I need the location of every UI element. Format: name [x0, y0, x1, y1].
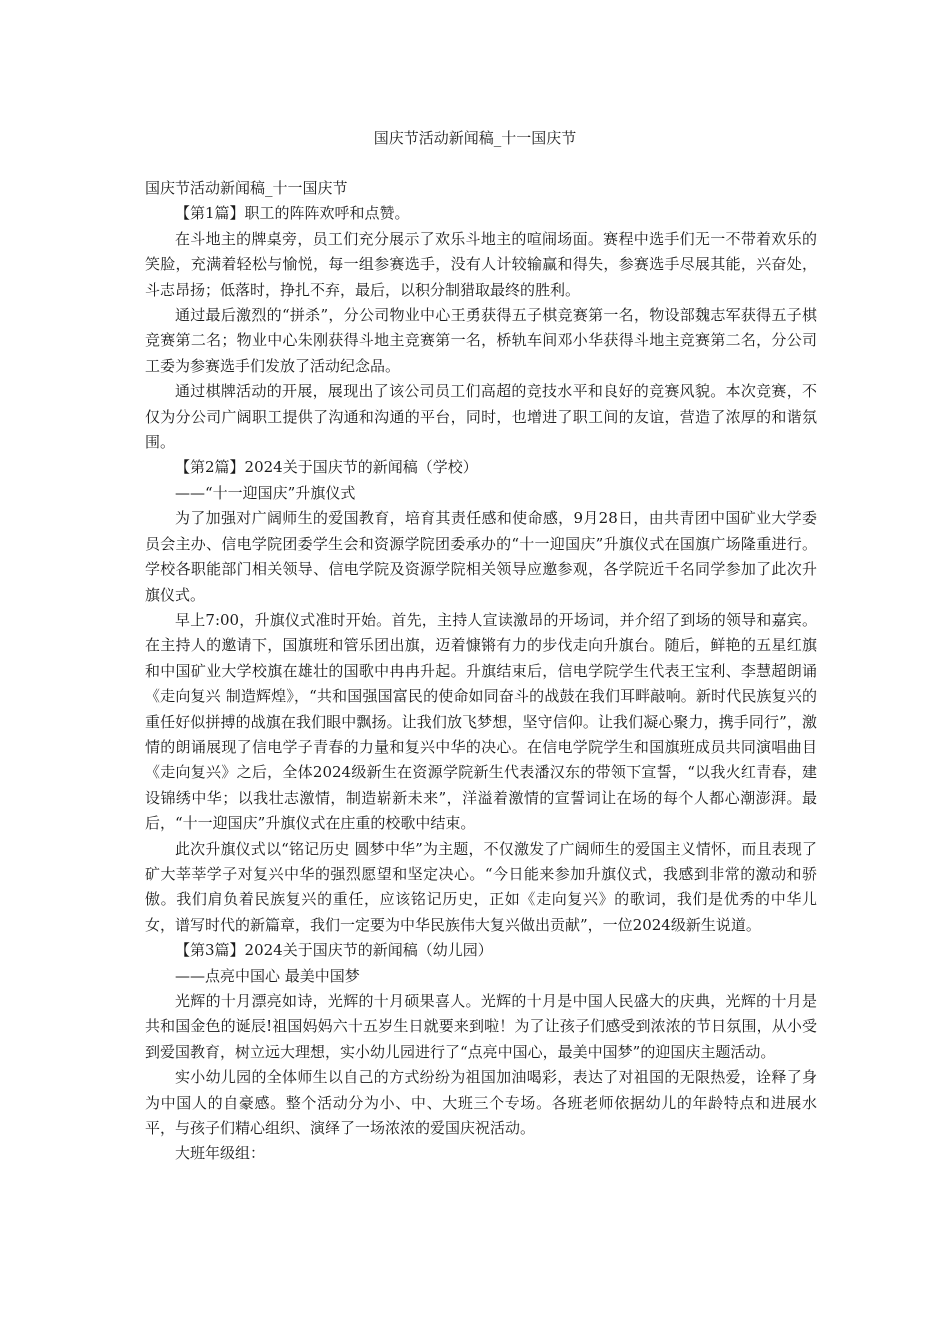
paragraph: 早上7:00，升旗仪式准时开始。首先，主持人宣读激昂的开场词，并介绍了到场的领导和嘉宾。在主持人的邀请下，国旗班和管乐团出旗，迈着慷锵有力的步伐走向升旗台。随后，鲜艳的五星红旗和中国矿业大学校旗在雄壮的国歌中冉冉升起。升旗结束后，信电学院学生代表王宝利、李慧超朗诵《走向复兴 制造辉煌》，“共和国强国富民的使命如同奋斗的战鼓在我们耳畔敲响。新时代民族复兴的重任好似拼搏的战旗在我们眼中飘扬。让我们放飞梦想，坚守信仰。让我们凝心聚力，携手同行”，激情的朗诵展现了信电学子青春的力量和复兴中华的决心。在信电学院学生和国旗班成员共同演唱曲目《走向复兴》之后，全体2024级新生在资源学院新生代表潘汉东的带领下宣誓，“以我火红青春，建设锦绣中华；以我壮志激情，制造崭新未来”，洋溢着激情的宣誓词让在场的每个人都心潮澎湃。最后，“十一迎国庆”升旗仪式在庄重的校歌中结束。 [145, 610, 817, 833]
paragraph: 通过最后激烈的“拼杀”，分公司物业中心王勇获得五子棋竞赛第一名，物设部魏志军获得五子棋竞赛第二名；物业中心朱刚获得斗地主竞赛第一名，桥轨车间邓小华获得斗地主竞赛第二名，分公司工委为参赛选手们发放了活动纪念品。 [145, 306, 817, 375]
paragraph: 通过棋牌活动的开展，展现出了该公司员工们高超的竞技水平和良好的竞赛风貌。本次竞赛，不仅为分公司广阔职工提供了沟通和沟通的平台，同时，也增进了职工间的友谊，营造了浓厚的和谐氛围。 [145, 382, 817, 452]
document-title: 国庆节活动新闻稿_十一国庆节 [373, 129, 577, 147]
paragraph: 实小幼儿园的全体师生以自己的方式纷纷为祖国加油喝彩，表达了对祖国的无限热爱，诠释了身为中国人的自豪感。整个活动分为小、中、大班三个专场。各班老师依据幼儿的年龄特点和进展水平，与孩子们精心组织、演绎了一场浓浓的爱国庆祝活动。 [145, 1068, 817, 1138]
section-2-heading: 【第2篇】2024关于国庆节的新闻稿（学校） [175, 458, 478, 477]
paragraph: 光辉的十月漂亮如诗，光辉的十月硕果喜人。光辉的十月是中国人民盛大的庆典，光辉的十月是共和国金色的诞辰!祖国妈妈六十五岁生日就要来到啦！为了让孩子们感受到浓浓的节日氛围，从小受到爱国教育，树立远大理想，实小幼儿园进行了“点亮中国心，最美中国梦”的迎国庆主题活动。 [145, 992, 817, 1061]
paragraph: 为了加强对广阔师生的爱国教育，培育其责任感和使命感，9月28日，由共青团中国矿业大学委员会主办、信电学院团委学生会和资源学院团委承办的“十一迎国庆”升旗仪式在国旗广场隆重进行。学校各职能部门相关领导、信电学院及资源学院相关领导应邀参观，各学院近千名同学参加了此次升旗仪式。 [145, 509, 817, 604]
body-heading: 国庆节活动新闻稿_十一国庆节 [145, 179, 348, 197]
section-2-subtitle: ——“十一迎国庆”升旗仪式 [175, 483, 356, 502]
paragraph: 在斗地主的牌桌旁，员工们充分展示了欢乐斗地主的喧闹场面。赛程中选手们无一不带着欢乐的笑脸，充满着轻松与愉悦，每一组参赛选手，没有人计较输赢和得失，参赛选手尽展其能，兴奋处，斗志昂扬；低落时，挣扎不弃，最后，以积分制猎取最终的胜利。 [145, 229, 817, 299]
section-3-subtitle: ——点亮中国心 最美中国梦 [175, 966, 360, 985]
paragraph: 此次升旗仪式以“铭记历史 圆梦中华”为主题，不仅激发了广阔师生的爱国主义情怀，而且表现了矿大莘莘学子对复兴中华的强烈愿望和坚定决心。“今日能来参加升旗仪式，我感到非常的激动和骄傲。我们肩负着民族复兴的重任，应该铭记历史，正如《走向复兴》的歌词，我们是优秀的中华儿女，谱写时代的新篇章，我们一定要为中华民族伟大复兴做出贡献”，一位2024级新生说道。 [145, 839, 817, 934]
section-3-heading: 【第3篇】2024关于国庆节的新闻稿（幼儿园） [175, 941, 493, 960]
paragraph: 大班年级组： [175, 1144, 266, 1163]
section-1-heading: 【第1篇】职工的阵阵欢呼和点赞。 [175, 204, 410, 223]
document-body [145, 176, 817, 1167]
